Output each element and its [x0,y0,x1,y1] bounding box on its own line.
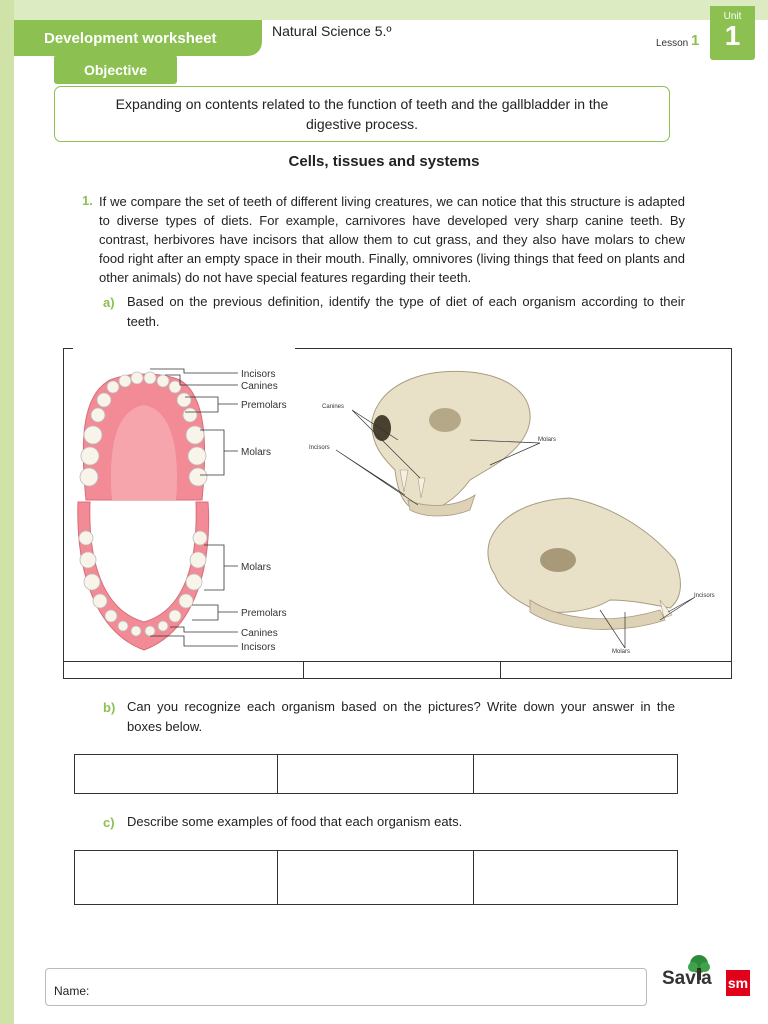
herbivore-label-incisors: Incisors [694,593,715,599]
name-field[interactable] [45,968,647,1006]
diet-answer-row [63,661,732,679]
organism-answer-cell-3[interactable] [474,755,677,793]
name-label: Name: [54,984,90,998]
unit-number: 1 [724,20,741,51]
herbivore-label-molars: Molars [612,649,631,655]
subquestion-b-text: Can you recognize each organism based on the pictures? Write down your answer in the boxes below. [127,699,675,734]
lesson-number: 1 [691,32,700,49]
objective-text: Expanding on contents related to the function of teeth and the gallbladder in the digestive process. [115,96,609,132]
carnivore-skull [372,371,530,516]
label-canines-top: Canines [241,381,278,392]
label-incisors-bottom: Incisors [241,642,276,653]
organism-answer-cell-2[interactable] [278,755,474,793]
diet-answer-cell-1[interactable] [64,662,304,678]
carnivore-label-canines: Canines [322,404,345,410]
label-molars-top: Molars [241,447,272,458]
food-answer-cell-1[interactable] [75,851,278,904]
subquestion-c-letter: c) [103,815,115,830]
lesson-label: Lesson [656,38,689,49]
question-text: If we compare the set of teeth of different living creatures, we can notice that this structure is adapted to diverse types of diets. For example, carnivores have developed very sharp canine teeth. By contrast, herbivores have incisors that allow them to cut grass, and they also have molars to chew food right after an empty space in their mouth. Finally, omnivores (living things that feed on plants and other animals) do not have special features regarding their teeth. [99,194,685,285]
diet-answer-cell-3[interactable] [501,662,731,678]
savia-logo: Savia [662,968,712,989]
human-upper-jaw [80,372,207,500]
subject-label: Natural Science 5.º [272,23,392,39]
herbivore-skull [488,498,680,629]
food-answer-cell-2[interactable] [278,851,474,904]
food-answer-row [74,850,678,905]
objective-tab: Objective [54,55,177,84]
organism-answer-cell-1[interactable] [75,755,278,793]
label-premolars-bottom: Premolars [241,608,287,619]
subquestion-b-letter: b) [103,700,116,715]
subquestion-c-text: Describe some examples of food that each organism eats. [127,814,463,829]
question-number: 1. [82,193,93,208]
label-incisors-top: Incisors [241,369,276,380]
section-title: Cells, tissues and systems [288,153,480,170]
label-premolars-top: Premolars [241,400,287,411]
food-answer-cell-3[interactable] [474,851,677,904]
sm-logo: sm [726,970,750,996]
unit-label: Unit [723,11,742,22]
organism-answer-row [74,754,678,794]
diet-answer-cell-2[interactable] [304,662,501,678]
human-lower-jaw [78,502,209,650]
subquestion-a-letter: a) [103,295,115,310]
label-canines-bottom: Canines [241,628,278,639]
carnivore-label-molars: Molars [538,437,557,443]
carnivore-label-incisors: Incisors [309,445,330,451]
worksheet-tab: Development worksheet [14,20,262,56]
label-molars-bottom: Molars [241,562,272,573]
subquestion-a-text: Based on the previous definition, identify the type of diet of each organism according to their teeth. [127,294,685,329]
